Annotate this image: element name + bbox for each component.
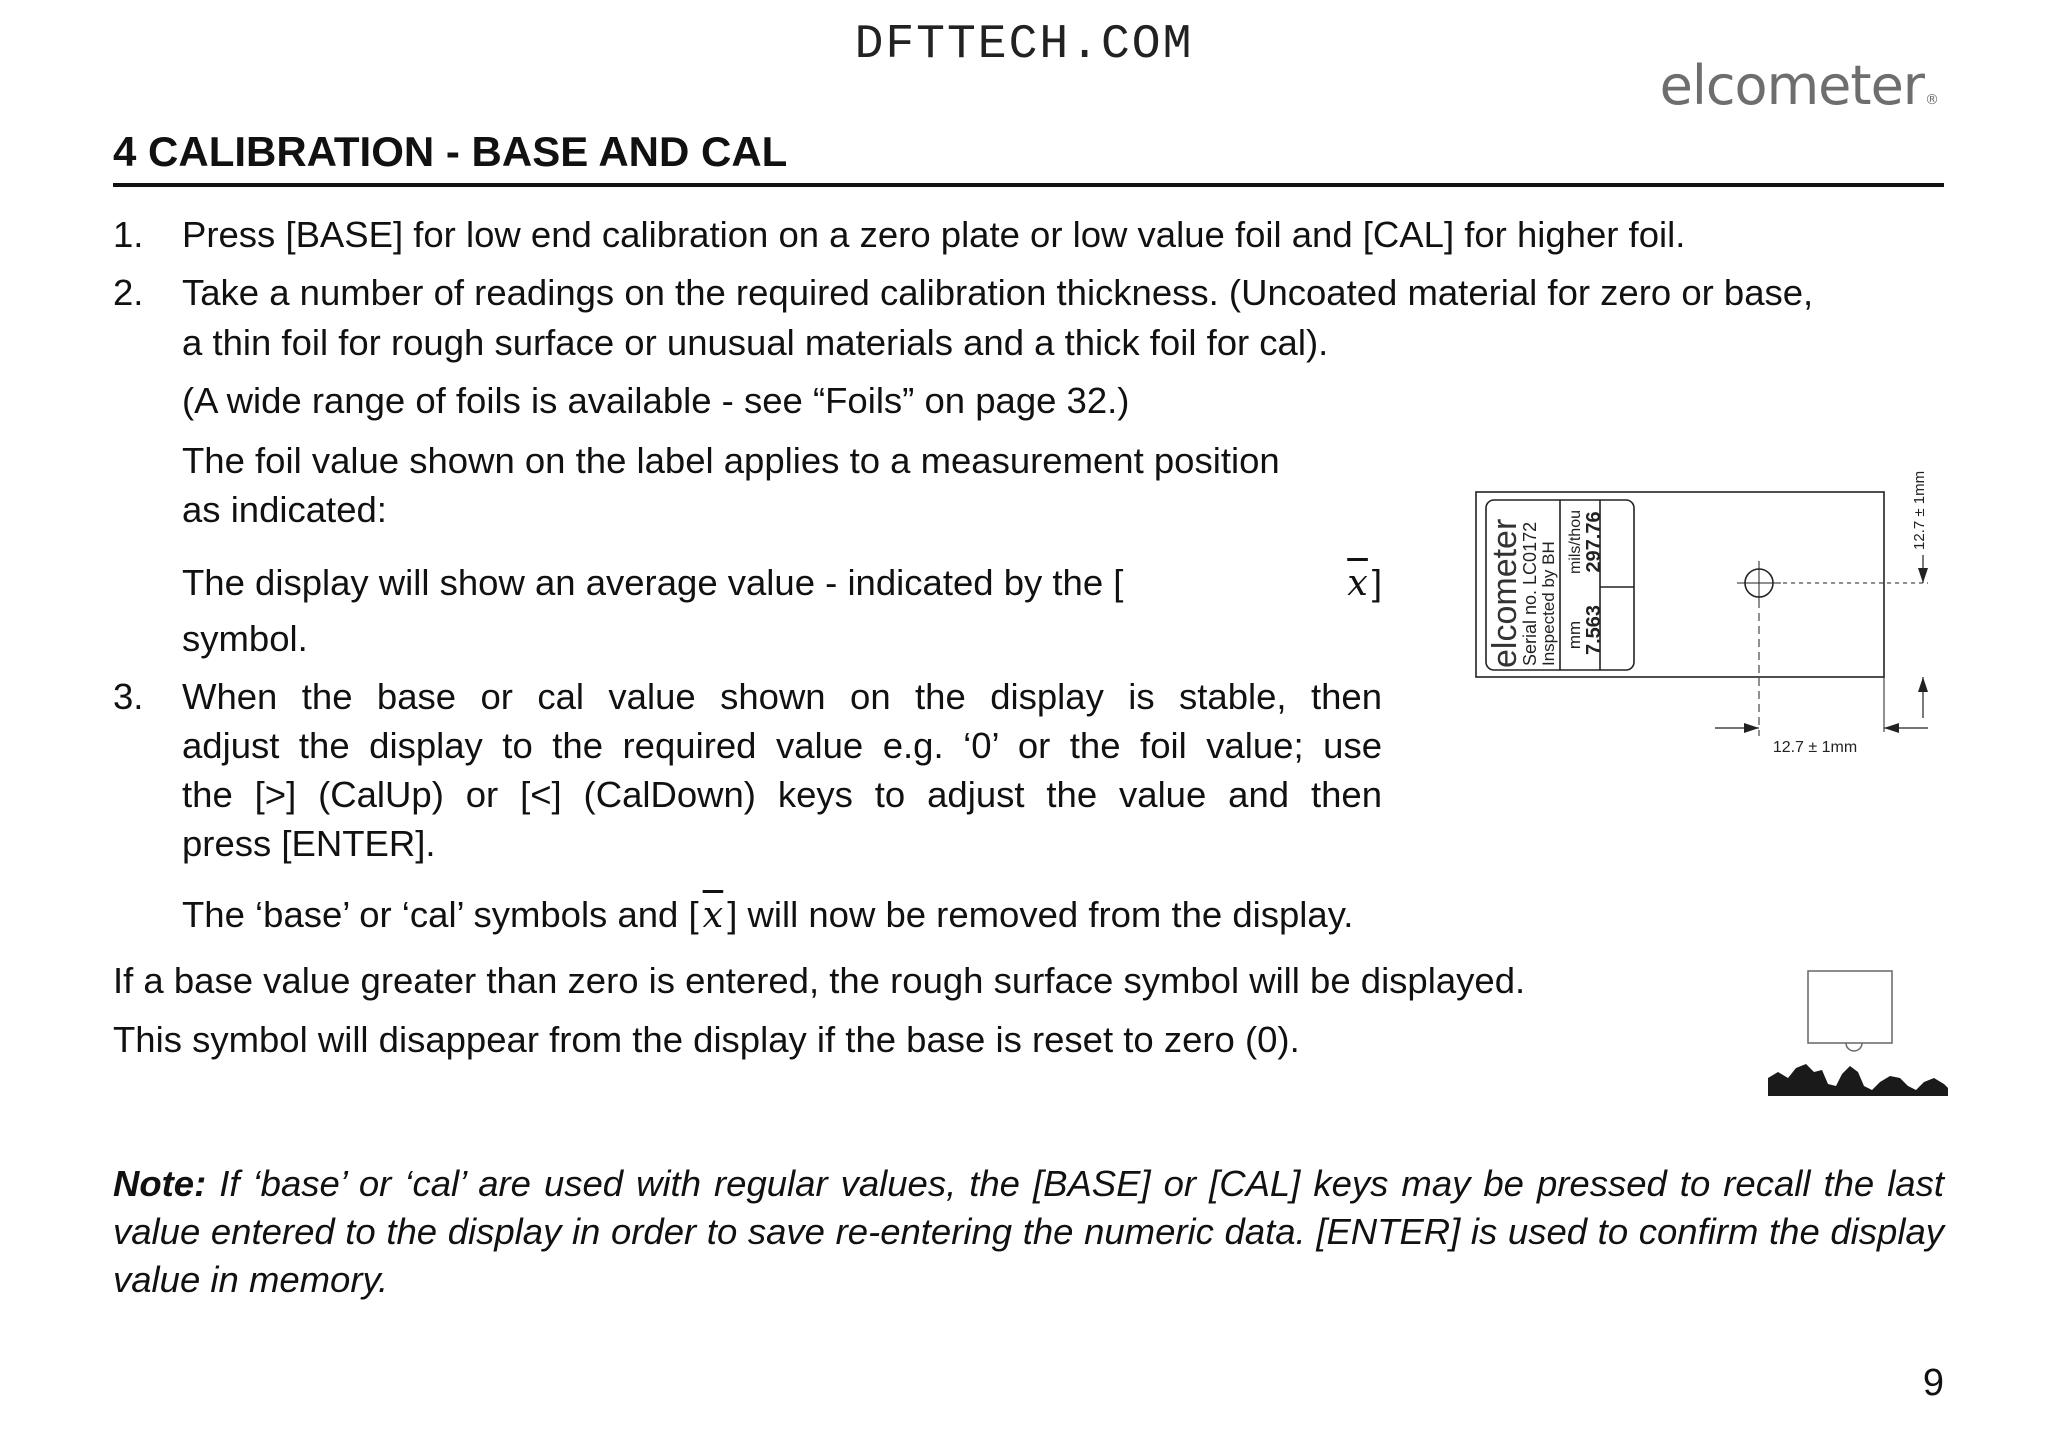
step-1-text: Press [BASE] for low end calibration on a zero plate or low value foil and [CAL] for higher foil. (182, 214, 1686, 255)
step-3-line-4: press [ENTER]. (182, 823, 436, 864)
registered-mark: ® (1925, 92, 1938, 108)
note-text: If ‘base’ or ‘cal’ are used with regular values, the [BASE] or [CAL] keys may be pressed to recall the last value entered to the display in order to save re-entering the numeric data. [ENTER] is used to confirm the display value in memory. (113, 1163, 1944, 1300)
label-note-line-1: The foil value shown on the label applies to a measurement position (182, 440, 1280, 481)
foils-note: (A wide range of foils is available - see “Foils” on page 32.) (182, 380, 1130, 421)
label-brand: elcometer (1486, 518, 1524, 668)
average-symbol-2: $\overline{x}$ (702, 893, 724, 936)
site-header: DFTTECH.COM (854, 18, 1194, 72)
step-3-line-2: adjust the display to the required value e.g. ‘0’ or the foil value; use (182, 725, 1382, 766)
symbols-removed-text: The ‘base’ or ‘cal’ symbols and [ (182, 894, 699, 935)
rough-surface-line-2: This symbol will disappear from the display if the base is reset to zero (0). (113, 1019, 1300, 1060)
step-2-number: 2. (113, 272, 144, 313)
average-symbol: $\overline{x}$ (1347, 561, 1368, 604)
label-serial: Serial no. LC0172 (1520, 521, 1540, 666)
step-3-number: 3. (113, 676, 144, 717)
logo-text: elcometer (1659, 54, 1924, 117)
calibration-note (113, 1160, 1944, 1304)
horizontal-dimension: 12.7 ± 1mm (1772, 739, 1858, 756)
rough-surface-icon (1768, 968, 1948, 1104)
average-note-line-1 (182, 558, 1382, 608)
step-3-line-3: the [>] (CalUp) or [<] (CalDown) keys to adjust the value and then (182, 774, 1382, 815)
step-1-number: 1. (113, 214, 144, 255)
note-label: Note: (113, 1163, 207, 1204)
step-3-line-1: When the base or cal value shown on the display is stable, then (182, 676, 1382, 717)
rough-surface-line-1: If a base value greater than zero is entered, the rough surface symbol will be displayed. (113, 960, 1526, 1001)
label-value-mils: 297.76 (1583, 511, 1605, 573)
step-2-line-1: Take a number of readings on the required calibration thickness. (Uncoated material for zero or base, (182, 272, 1814, 313)
title-divider (113, 183, 1944, 187)
vertical-dimension: 12.7 ± 1mm (1911, 470, 1928, 550)
label-unit-mils: mils/thou (1567, 509, 1584, 575)
step-2-line-2: a thin foil for rough surface or unusual materials and a thick foil for cal). (182, 322, 1329, 363)
elcometer-logo (1660, 54, 1938, 117)
average-note-bracket: ] (1371, 562, 1382, 603)
symbols-removed-note (182, 890, 1353, 940)
label-unit-mm: mm (1565, 620, 1584, 650)
label-value-mm: 7.563 (1583, 604, 1605, 656)
section-title: 4 CALIBRATION - BASE AND CAL (113, 128, 788, 175)
foil-label-diagram (1460, 450, 1980, 770)
average-note-line-2: symbol. (182, 618, 308, 659)
label-inspected: Inspected by BH (1539, 541, 1558, 666)
page-number: 9 (1922, 1362, 1944, 1404)
label-note-line-2: as indicated: (182, 489, 387, 530)
symbols-removed-text-2: ] will now be removed from the display. (727, 894, 1354, 935)
average-note-text: The display will show an average value - indicated by the [ (182, 562, 1124, 603)
